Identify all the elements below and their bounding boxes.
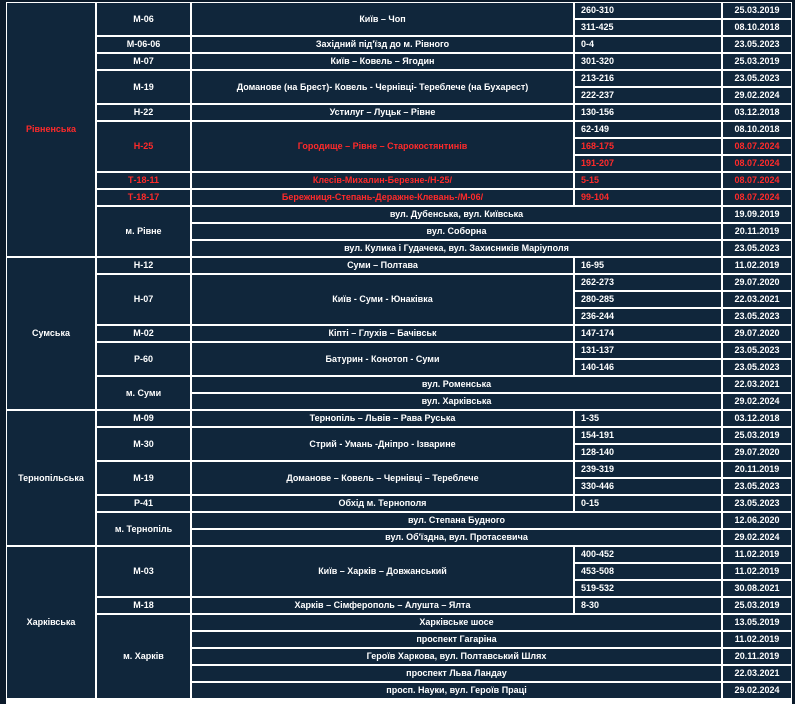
road-name: Суми – Полтава [192,258,573,273]
road-name: Київ – Чоп [192,3,573,35]
road-name: Київ - Суми - Юнаківка [192,275,573,324]
segment-km: 262-273 [575,275,721,290]
segment-km: 236-244 [575,309,721,324]
segment-km: 301-320 [575,54,721,69]
street-name: вул. Об'їздна, вул. Протасевича [192,530,721,545]
road-code: Т-18-17 [97,190,190,205]
road-code: Р-41 [97,496,190,511]
city-name: м. Рівне [97,207,190,256]
street-date: 19.09.2019 [723,207,791,222]
segment-km: 260-310 [575,3,721,18]
road-code: Р-60 [97,343,190,375]
street-name: Героїв Харкова, вул. Полтавський Шлях [192,649,721,664]
street-name: вул. Роменська [192,377,721,392]
road-name: Київ – Ковель – Ягодин [192,54,573,69]
segment-date: 08.10.2018 [723,122,791,137]
street-date: 13.05.2019 [723,615,791,630]
road-name: Устилуг – Луцьк – Рівне [192,105,573,120]
segment-date: 25.03.2019 [723,598,791,613]
segment-date: 25.03.2019 [723,3,791,18]
segment-km: 400-452 [575,547,721,562]
segment-date: 08.10.2018 [723,20,791,35]
segment-date: 23.05.2023 [723,37,791,52]
segment-date: 29.07.2020 [723,445,791,460]
segment-date: 29.07.2020 [723,326,791,341]
street-date: 12.06.2020 [723,513,791,528]
street-name: вул. Дубенська, вул. Київська [192,207,721,222]
road-name: Обхід м. Тернополя [192,496,573,511]
segment-date: 03.12.2018 [723,411,791,426]
street-date: 29.02.2024 [723,683,791,698]
segment-date: 29.07.2020 [723,275,791,290]
road-code: М-09 [97,411,190,426]
segment-date: 11.02.2019 [723,564,791,579]
segment-date: 23.05.2023 [723,309,791,324]
segment-km: 0-4 [575,37,721,52]
road-code: Н-22 [97,105,190,120]
road-name: Західний під'їзд до м. Рівного [192,37,573,52]
segment-km: 1-35 [575,411,721,426]
segment-km: 5-15 [575,173,721,188]
street-name: проспект Льва Ландау [192,666,721,681]
road-code: Н-07 [97,275,190,324]
road-code: Н-25 [97,122,190,171]
segment-km: 154-191 [575,428,721,443]
road-name: Бережниця-Степань-Деражне-Клевань-/М-06/ [192,190,573,205]
road-code: М-19 [97,462,190,494]
street-name: просп. Науки, вул. Героїв Праці [192,683,721,698]
segment-km: 239-319 [575,462,721,477]
segment-km: 99-104 [575,190,721,205]
segment-km: 8-30 [575,598,721,613]
road-name: Клесів-Михалин-Березне-/Н-25/ [192,173,573,188]
segment-date: 08.07.2024 [723,156,791,171]
segment-km: 222-237 [575,88,721,103]
segment-km: 168-175 [575,139,721,154]
street-date: 11.02.2019 [723,632,791,647]
segment-date: 23.05.2023 [723,496,791,511]
road-name: Тернопіль – Львів – Рава Руська [192,411,573,426]
city-name: м. Тернопіль [97,513,190,545]
segment-km: 191-207 [575,156,721,171]
street-name: вул. Степана Будного [192,513,721,528]
street-name: вул. Кулика і Гудачека, вул. Захисників Маріуполя [192,241,721,256]
road-code: М-07 [97,54,190,69]
segment-km: 213-216 [575,71,721,86]
segment-km: 16-95 [575,258,721,273]
street-date: 20.11.2019 [723,649,791,664]
street-name: Харківське шосе [192,615,721,630]
street-name: вул. Харківська [192,394,721,409]
road-name: Батурин - Конотоп - Суми [192,343,573,375]
segment-km: 311-425 [575,20,721,35]
segment-date: 23.05.2023 [723,343,791,358]
road-name: Стрий - Умань -Дніпро - Ізварине [192,428,573,460]
region-name: Сумська [7,258,95,409]
segment-date: 11.02.2019 [723,547,791,562]
street-date: 23.05.2023 [723,241,791,256]
segment-km: 130-156 [575,105,721,120]
street-date: 29.02.2024 [723,530,791,545]
region-name: Харківська [7,547,95,698]
segment-date: 08.07.2024 [723,173,791,188]
segment-date: 25.03.2019 [723,428,791,443]
segment-date: 23.05.2023 [723,360,791,375]
road-code: М-06 [97,3,190,35]
street-date: 20.11.2019 [723,224,791,239]
segment-km: 0-15 [575,496,721,511]
road-name: Кіпті – Глухів – Бачівськ [192,326,573,341]
segment-km: 330-446 [575,479,721,494]
segment-date: 20.11.2019 [723,462,791,477]
segment-km: 128-140 [575,445,721,460]
segment-km: 453-508 [575,564,721,579]
road-code: Т-18-11 [97,173,190,188]
road-name: Харків – Сімферополь – Алушта – Ялта [192,598,573,613]
street-date: 22.03.2021 [723,377,791,392]
road-name: Доманове (на Брест)- Ковель - Чернівці- Тереблече (на Бухарест) [192,71,573,103]
segment-km: 147-174 [575,326,721,341]
segment-km: 280-285 [575,292,721,307]
street-name: вул. Соборна [192,224,721,239]
road-code: М-02 [97,326,190,341]
road-repair-table [6,2,792,704]
segment-date: 30.08.2021 [723,581,791,596]
road-code: Н-12 [97,258,190,273]
region-name: Рівненська [7,3,95,256]
street-date: 22.03.2021 [723,666,791,681]
region-name: Тернопільська [7,411,95,545]
segment-km: 519-532 [575,581,721,596]
segment-date: 25.03.2019 [723,54,791,69]
road-code: М-19 [97,71,190,103]
road-name: Городище – Рівне – Старокостянтинів [192,122,573,171]
segment-date: 03.12.2018 [723,105,791,120]
segment-km: 140-146 [575,360,721,375]
road-code: М-03 [97,547,190,596]
segment-km: 131-137 [575,343,721,358]
segment-date: 22.03.2021 [723,292,791,307]
segment-date: 29.02.2024 [723,88,791,103]
segment-date: 08.07.2024 [723,139,791,154]
city-name: м. Харків [97,615,190,698]
road-code: М-18 [97,598,190,613]
road-code: М-06-06 [97,37,190,52]
street-name: проспект Гагаріна [192,632,721,647]
segment-date: 23.05.2023 [723,71,791,86]
segment-date: 23.05.2023 [723,479,791,494]
city-name: м. Суми [97,377,190,409]
segment-km: 62-149 [575,122,721,137]
road-name: Київ – Харків – Довжанський [192,547,573,596]
segment-date: 08.07.2024 [723,190,791,205]
street-date: 29.02.2024 [723,394,791,409]
road-code: М-30 [97,428,190,460]
road-name: Доманове – Ковель – Чернівці – Тереблече [192,462,573,494]
segment-date: 11.02.2019 [723,258,791,273]
